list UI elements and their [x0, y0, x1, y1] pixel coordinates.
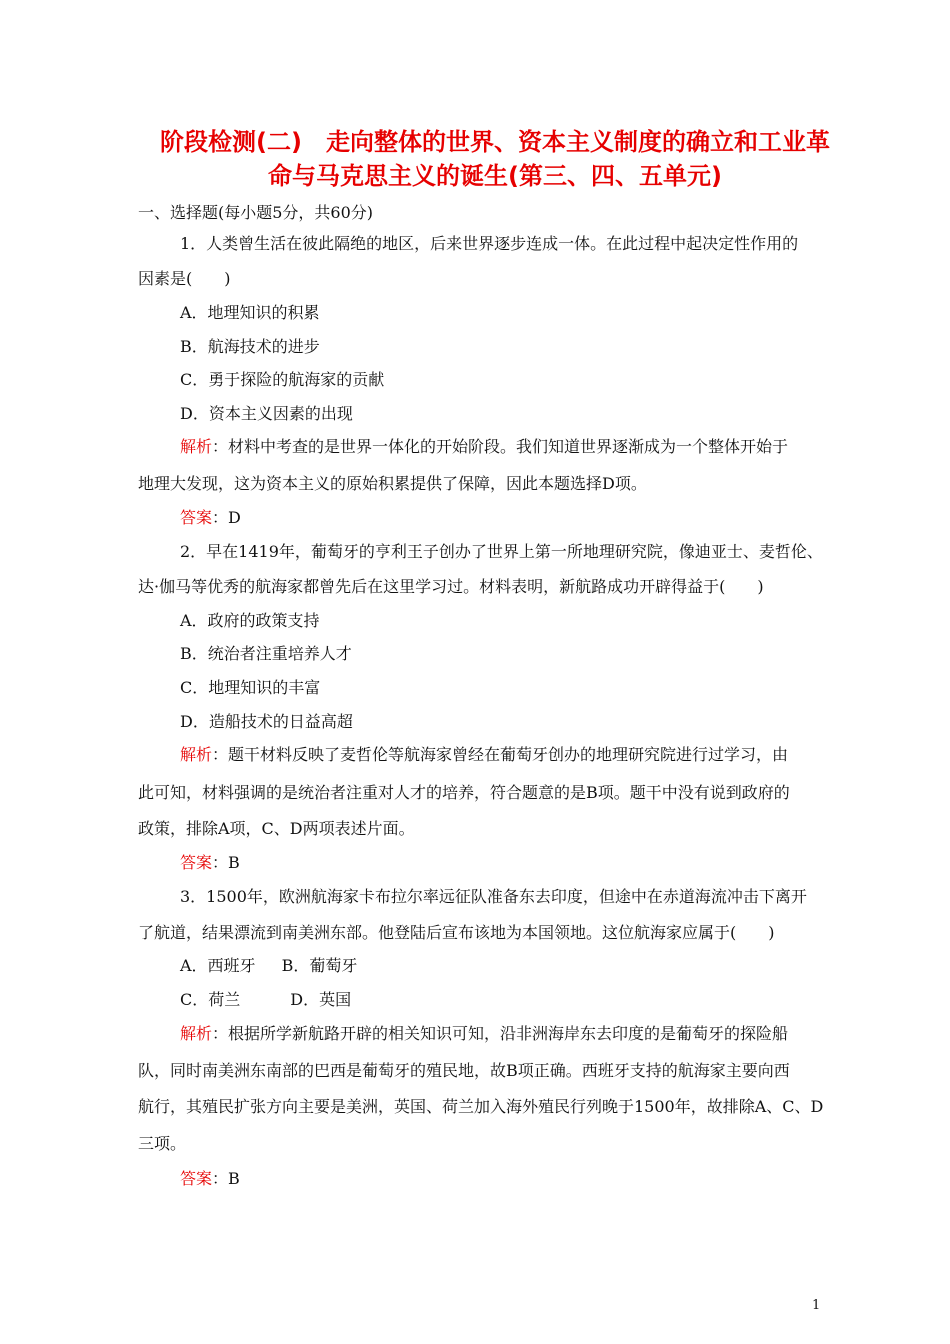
q3-analysis-line-2: 队，同时南美洲东南部的巴西是葡萄牙的殖民地，故B项正确。西班牙支持的航海家主要向西 — [138, 1061, 790, 1080]
q1-option-c: C．勇于探险的航海家的贡献 — [180, 370, 385, 389]
document-title-line-2: 命与马克思主义的诞生(第三、四、五单元) — [268, 162, 722, 190]
q1-answer: 答案：D — [180, 508, 241, 527]
q1-stem-line-1: 1．人类曾生活在彼此隔绝的地区，后来世界逐步连成一体。在此过程中起决定性作用的 — [180, 234, 799, 253]
q2-option-c: C．地理知识的丰富 — [180, 678, 321, 697]
q3-analysis-line-3: 航行，其殖民扩张方向主要是美洲，英国、荷兰加入海外殖民行列晚于1500年，故排除A、C、D — [138, 1097, 824, 1116]
q3-options-ab — [180, 955, 357, 977]
q3-stem-line-2: 了航道，结果漂流到南美洲东部。他登陆后宣布该地为本国领地。这位航海家应属于( ) — [138, 923, 775, 942]
q1-analysis-label: 解析 — [180, 437, 213, 456]
q3-option-c: C．荷兰 — [180, 990, 241, 1009]
q1-option-b: B．航海技术的进步 — [180, 337, 320, 356]
section-heading: 一、选择题(每小题5分，共60分) — [138, 203, 374, 222]
q2-analysis-line-3: 政策，排除A项，C、D两项表述片面。 — [138, 819, 415, 838]
q2-analysis-line-1: 解析：题干材料反映了麦哲伦等航海家曾经在葡萄牙创办的地理研究院进行过学习，由 — [180, 745, 789, 764]
q3-analysis-line-4: 三项。 — [138, 1134, 187, 1153]
q3-answer: 答案：B — [180, 1169, 240, 1188]
q3-option-b: B．葡萄牙 — [281, 956, 358, 975]
q2-answer-label: 答案 — [180, 853, 213, 872]
q3-option-d: D．英国 — [290, 990, 352, 1009]
q3-option-a: A．西班牙 — [180, 956, 256, 975]
q1-analysis-line-1: 解析：材料中考查的是世界一体化的开始阶段。我们知道世界逐渐成为一个整体开始于 — [180, 437, 789, 456]
q1-option-a: A．地理知识的积累 — [180, 303, 320, 322]
q1-option-d: D．资本主义因素的出现 — [180, 404, 353, 423]
q2-analysis-line-2: 此可知，材料强调的是统治者注重对人才的培养，符合题意的是B项。题干中没有说到政府的 — [138, 783, 790, 802]
q2-stem-line-2: 达·伽马等优秀的航海家都曾先后在这里学习过。材料表明，新航路成功开辟得益于( ) — [138, 577, 764, 596]
document-title-line-1: 阶段检测(二) 走向整体的世界、资本主义制度的确立和工业革 — [160, 128, 830, 156]
page-number: 1 — [812, 1298, 821, 1313]
q2-option-b: B．统治者注重培养人才 — [180, 644, 352, 663]
q2-answer: 答案：B — [180, 853, 240, 872]
q3-analysis-label: 解析 — [180, 1024, 213, 1043]
q2-stem-line-1: 2．早在1419年，葡萄牙的亨利王子创办了世界上第一所地理研究院，像迪亚士、麦哲伦、 — [180, 542, 823, 561]
q3-answer-label: 答案 — [180, 1169, 213, 1188]
q1-analysis-line-2: 地理大发现，这为资本主义的原始积累提供了保障，因此本题选择D项。 — [138, 474, 647, 493]
q2-option-d: D．造船技术的日益高超 — [180, 712, 353, 731]
q3-stem-line-1: 3．1500年，欧洲航海家卡布拉尔率远征队准备东去印度，但途中在赤道海流冲击下离开 — [180, 887, 807, 906]
q3-options-cd — [180, 989, 351, 1011]
q2-option-a: A．政府的政策支持 — [180, 611, 320, 630]
q1-answer-label: 答案 — [180, 508, 213, 527]
q2-analysis-label: 解析 — [180, 745, 213, 764]
q3-analysis-line-1: 解析：根据所学新航路开辟的相关知识可知，沿非洲海岸东去印度的是葡萄牙的探险船 — [180, 1024, 789, 1043]
q1-stem-line-2: 因素是( ) — [138, 269, 231, 288]
